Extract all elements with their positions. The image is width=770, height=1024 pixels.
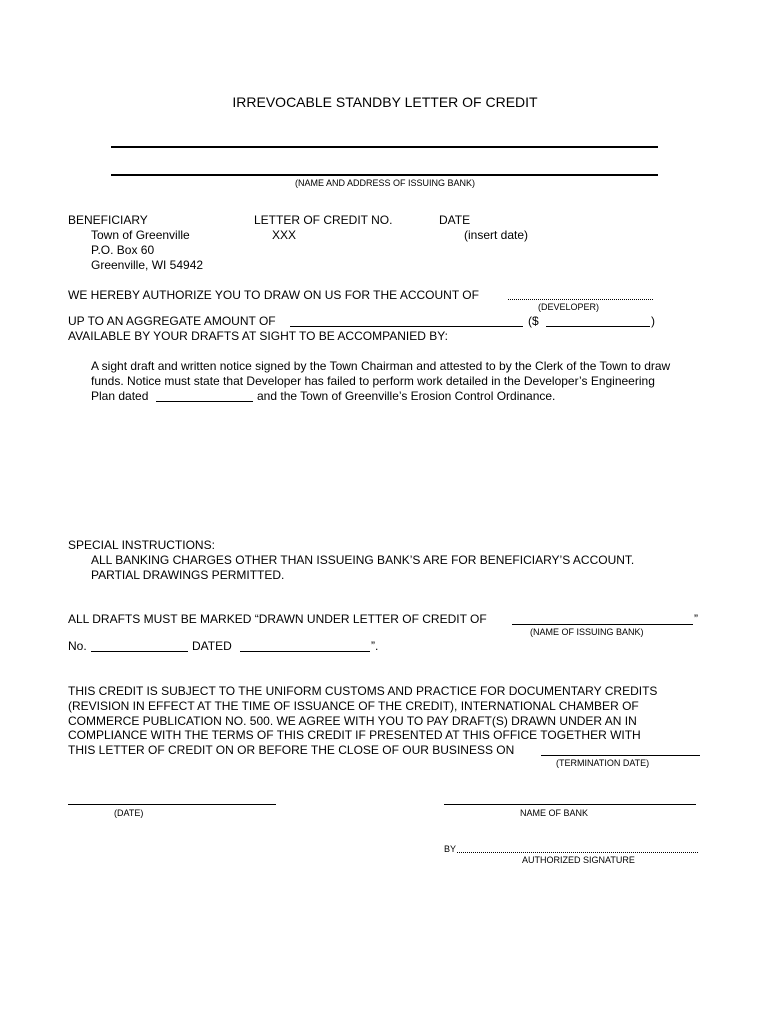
special-line-1: ALL BANKING CHARGES OTHER THAN ISSUEING BANK’S ARE FOR BENEFICIARY’S ACCOUNT. [91, 553, 635, 567]
special-line-2: PARTIAL DRAWINGS PERMITTED. [91, 568, 285, 582]
developer-caption: (DEVELOPER) [538, 302, 600, 312]
plan-date-field[interactable] [156, 401, 253, 402]
beneficiary-address: P.O. Box 60 [91, 243, 155, 257]
beneficiary-label: BENEFICIARY [68, 213, 148, 227]
sight-draft-line-3-suffix: and the Town of Greenville’s Erosion Control Ordinance. [257, 389, 556, 403]
issuing-bank-field[interactable] [512, 624, 693, 625]
dated-field[interactable] [240, 651, 370, 652]
sight-draft-line-2: funds. Notice must state that Developer has failed to perform work detailed in the Developer’s Engineering [91, 374, 655, 388]
drafts-line: AVAILABLE BY YOUR DRAFTS AT SIGHT TO BE ACCOMPANIED BY: [68, 329, 448, 343]
subject-line-3: COMMERCE PUBLICATION NO. 500. WE AGREE WITH YOU TO PAY DRAFT(S) DRAWN UNDER AN IN [68, 714, 637, 728]
termination-caption: (TERMINATION DATE) [556, 758, 650, 768]
authorized-signature-caption: AUTHORIZED SIGNATURE [522, 855, 635, 865]
no-label: No. [68, 639, 87, 653]
credit-no-value: XXX [272, 228, 297, 242]
by-label: BY [444, 844, 457, 854]
bank-name-caption: NAME OF BANK [520, 808, 589, 818]
drafts-marked-line: ALL DRAFTS MUST BE MARKED “DRAWN UNDER LETTER OF CREDIT OF [68, 612, 487, 626]
developer-field[interactable] [508, 299, 653, 300]
signature-date-caption: (DATE) [114, 808, 144, 818]
subject-line-2: (REVISION IN EFFECT AT THE TIME OF ISSUANCE OF THE CREDIT), INTERNATIONAL CHAMBER OF [68, 699, 639, 713]
special-heading: SPECIAL INSTRUCTIONS: [68, 538, 215, 552]
beneficiary-city: Greenville, WI 54942 [91, 258, 204, 272]
authorized-signature-field[interactable] [457, 852, 698, 853]
credit-number-field[interactable] [91, 651, 188, 652]
aggregate-amount-field[interactable] [546, 326, 650, 327]
termination-date-field[interactable] [541, 755, 700, 756]
issuing-bank-caption: (NAME OF ISSUING BANK) [530, 627, 644, 637]
subject-line-4: COMPLIANCE WITH THE TERMS OF THIS CREDIT IF PRESENTED AT THIS OFFICE TOGETHER WITH [68, 728, 641, 742]
bank-address-line[interactable] [111, 174, 658, 176]
bank-caption: (NAME AND ADDRESS OF ISSUING BANK) [294, 178, 476, 188]
beneficiary-name: Town of Greenville [91, 228, 190, 242]
sight-draft-line-1: A sight draft and written notice signed by the Town Chairman and attested to by the Clerk of the Town to draw [91, 359, 671, 373]
document-title: IRREVOCABLE STANDBY LETTER OF CREDIT [232, 94, 538, 110]
date-value: (insert date) [464, 228, 529, 242]
amount-open: ($ [528, 314, 539, 328]
credit-no-label: LETTER OF CREDIT NO. [254, 213, 393, 227]
dated-label: DATED [192, 639, 232, 653]
bank-name-line[interactable] [111, 146, 658, 148]
signature-date-field[interactable] [68, 804, 276, 805]
bank-name-signature-field[interactable] [444, 804, 696, 805]
dated-end: ”. [371, 639, 379, 653]
close-quote: ” [694, 612, 698, 626]
aggregate-label: UP TO AN AGGREGATE AMOUNT OF [68, 314, 276, 328]
aggregate-amount-words-field[interactable] [290, 326, 523, 327]
amount-close: ) [651, 314, 655, 328]
subject-line-5: THIS LETTER OF CREDIT ON OR BEFORE THE CLOSE OF OUR BUSINESS ON [68, 743, 515, 757]
subject-line-1: THIS CREDIT IS SUBJECT TO THE UNIFORM CUSTOMS AND PRACTICE FOR DOCUMENTARY CREDITS [68, 684, 658, 698]
authorize-line: WE HEREBY AUTHORIZE YOU TO DRAW ON US FOR THE ACCOUNT OF [68, 288, 479, 302]
sight-draft-line-3-prefix: Plan dated [91, 389, 149, 403]
date-label: DATE [439, 213, 471, 227]
